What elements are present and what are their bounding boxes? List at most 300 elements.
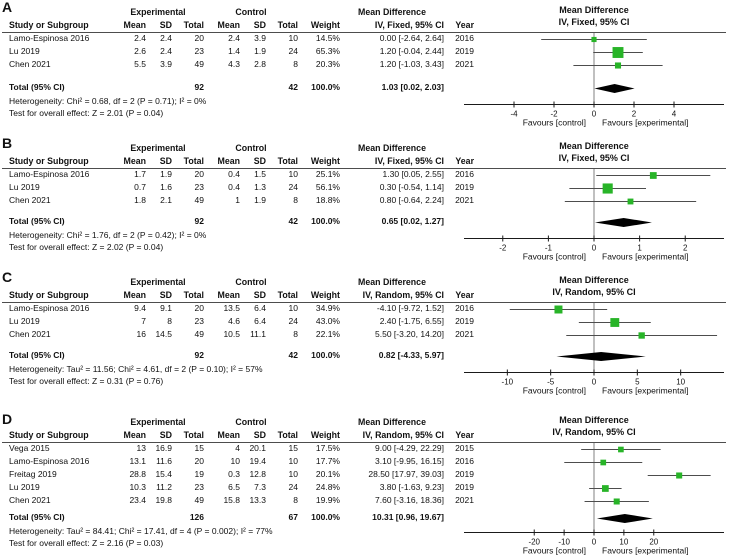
- year-column-header: Year: [455, 20, 474, 30]
- panel-B: [0, 136, 730, 270]
- heterogeneity-line: Heterogeneity: Tau² = 84.41; Chi² = 17.41, df = 4 (P = 0.002); I² = 77%: [9, 526, 273, 536]
- column-header-row: [4, 289, 474, 302]
- total-md-ci: 1.03 [0.02, 2.03]: [381, 82, 444, 92]
- md-ci-value: 9.00 [-4.29, 22.29]: [375, 443, 444, 453]
- ctl-total-value: 8: [293, 329, 298, 339]
- study-row: [4, 481, 474, 494]
- ctl-mean-header: Mean: [217, 156, 240, 166]
- exp-sd-value: 1.9: [160, 169, 172, 179]
- exp-sd-value: 14.5: [155, 329, 172, 339]
- ctl-sd-value: 7.3: [254, 482, 266, 492]
- md-ci-value: 0.30 [-0.54, 1.14]: [379, 182, 444, 192]
- exp-mean-value: 13: [136, 443, 146, 453]
- ctl-sd-header: SD: [253, 430, 266, 440]
- md-ci-value: 1.20 [-1.03, 3.43]: [379, 59, 444, 69]
- mean-difference-group-header: Mean Difference: [358, 143, 426, 153]
- ctl-mean-value: 10.5: [223, 329, 240, 339]
- md-ci-value: 5.50 [-3.20, 14.20]: [375, 329, 444, 339]
- favours-right-label: Favours [experimental]: [602, 545, 689, 556]
- md-ci-value: 7.60 [-3.16, 18.36]: [375, 495, 444, 505]
- ctl-total-value: 24: [288, 316, 298, 326]
- exp-total-value: 23: [194, 482, 204, 492]
- favours-right-label: Favours [experimental]: [602, 117, 689, 128]
- ctl-mean-value: 4: [235, 443, 240, 453]
- md-ci-value: 0.00 [-2.64, 2.64]: [379, 33, 444, 43]
- exp-sd-value: 8: [167, 316, 172, 326]
- study-column-header: Study or Subgroup: [9, 430, 89, 440]
- exp-mean-value: 13.1: [129, 456, 146, 466]
- total-exp-total: 92: [194, 82, 204, 92]
- forest-plot-D: [458, 412, 730, 556]
- exp-mean-header: Mean: [123, 290, 146, 300]
- exp-total-value: 20: [194, 169, 204, 179]
- heterogeneity-line: Heterogeneity: Chi² = 0.68, df = 2 (P = 0.71); I² = 0%: [9, 96, 207, 106]
- plot-header-line2: IV, Fixed, 95% CI: [558, 153, 630, 163]
- axis-tick-label: -2: [550, 109, 558, 119]
- stats-table: [0, 0, 474, 119]
- effect-square: [603, 183, 613, 193]
- column-header-row: [4, 155, 474, 168]
- effect-square: [610, 318, 619, 327]
- exp-mean-value: 7: [141, 316, 146, 326]
- stats-table: [0, 136, 474, 253]
- axis-tick-label: 20: [649, 537, 659, 547]
- exp-sd-value: 2.1: [160, 195, 172, 205]
- axis-tick-label: -2: [499, 243, 507, 253]
- study-row: [4, 328, 474, 341]
- study-row: [4, 315, 474, 328]
- panel-D: [0, 412, 730, 556]
- effect-square: [650, 172, 657, 179]
- year-value: 2016: [455, 456, 474, 466]
- total-row: [4, 215, 474, 228]
- md-ci-value: -4.10 [-9.72, 1.52]: [376, 303, 444, 313]
- axis-tick-label: -10: [501, 377, 514, 387]
- year-value: 2016: [455, 303, 474, 313]
- panel-C: [0, 270, 730, 412]
- study-row: [4, 455, 474, 468]
- column-header-row: [4, 19, 474, 32]
- exp-mean-value: 16: [136, 329, 146, 339]
- exp-sd-value: 19.8: [155, 495, 172, 505]
- ctl-sd-value: 13.3: [249, 495, 266, 505]
- total-exp-total: 92: [194, 350, 204, 360]
- effect-square: [613, 47, 624, 58]
- ctl-total-value: 10: [288, 456, 298, 466]
- forest-plot-A: [458, 0, 730, 136]
- effect-column-header: IV, Random, 95% CI: [362, 430, 444, 440]
- study-row: [4, 302, 474, 315]
- effect-square: [638, 332, 644, 338]
- study-column-header: Study or Subgroup: [9, 156, 89, 166]
- plot-header-line2: IV, Fixed, 95% CI: [558, 17, 630, 27]
- axis-tick-label: -20: [528, 537, 541, 547]
- year-value: 2015: [455, 443, 474, 453]
- experimental-group-header: Experimental: [130, 417, 186, 427]
- experimental-group-header: Experimental: [130, 277, 186, 287]
- year-value: 2021: [455, 495, 474, 505]
- study-name: Chen 2021: [9, 195, 51, 205]
- favours-left-label: Favours [control]: [522, 385, 586, 396]
- weight-value: 43.0%: [315, 316, 340, 326]
- study-name: Lu 2019: [9, 182, 40, 192]
- experimental-group-header: Experimental: [130, 143, 186, 153]
- panel-label: C: [2, 269, 13, 285]
- exp-mean-value: 2.4: [134, 33, 146, 43]
- ctl-sd-value: 20.1: [249, 443, 266, 453]
- year-value: 2021: [455, 59, 474, 69]
- mean-difference-group-header: Mean Difference: [358, 7, 426, 17]
- ctl-total-value: 10: [288, 169, 298, 179]
- weight-value: 24.8%: [315, 482, 340, 492]
- exp-mean-header: Mean: [123, 156, 146, 166]
- axis-tick-label: -1: [544, 243, 552, 253]
- weight-value: 56.1%: [315, 182, 340, 192]
- header-underline: [2, 32, 726, 33]
- exp-mean-header: Mean: [123, 20, 146, 30]
- header-underline: [2, 302, 726, 303]
- exp-mean-value: 5.5: [134, 59, 146, 69]
- ctl-total-header: Total: [277, 430, 298, 440]
- ctl-sd-value: 1.9: [254, 195, 266, 205]
- ctl-total-value: 8: [293, 495, 298, 505]
- total-label: Total (95% CI): [9, 216, 65, 226]
- ctl-total-value: 24: [288, 482, 298, 492]
- study-name: Lamo-Espinosa 2016: [9, 33, 90, 43]
- mean-difference-group-header: Mean Difference: [358, 277, 426, 287]
- year-value: 2019: [455, 182, 474, 192]
- plot-header-line2: IV, Random, 95% CI: [552, 287, 636, 297]
- exp-sd-value: 3.9: [160, 59, 172, 69]
- ctl-sd-value: 1.5: [254, 169, 266, 179]
- exp-mean-value: 0.7: [134, 182, 146, 192]
- effect-square: [554, 306, 562, 314]
- study-row: [4, 468, 474, 481]
- ctl-total-value: 24: [288, 182, 298, 192]
- total-md-ci: 0.65 [0.02, 1.27]: [381, 216, 444, 226]
- forest-plot-C: [458, 270, 730, 412]
- weight-value: 20.3%: [315, 59, 340, 69]
- year-value: 2019: [455, 46, 474, 56]
- total-label: Total (95% CI): [9, 82, 65, 92]
- total-ctl-total: 42: [288, 216, 298, 226]
- exp-sd-value: 2.4: [160, 33, 172, 43]
- axis-tick-label: 10: [619, 537, 629, 547]
- weight-value: 18.8%: [315, 195, 340, 205]
- exp-mean-value: 28.8: [129, 469, 146, 479]
- panel-label: B: [2, 135, 13, 151]
- total-md-ci: 10.31 [0.96, 19.67]: [372, 512, 444, 522]
- control-group-header: Control: [235, 7, 267, 17]
- exp-total-value: 49: [194, 59, 204, 69]
- stats-table: [0, 412, 474, 549]
- total-weight: 100.0%: [311, 512, 340, 522]
- effect-square: [614, 498, 620, 504]
- ctl-mean-value: 6.5: [228, 482, 240, 492]
- axis-tick-label: 2: [631, 109, 637, 119]
- total-exp-total: 92: [194, 216, 204, 226]
- summary-diamond: [597, 514, 653, 523]
- overall-effect-line: Test for overall effect: Z = 0.31 (P = 0.76): [9, 376, 164, 386]
- exp-mean-value: 23.4: [129, 495, 146, 505]
- exp-total-value: 20: [194, 33, 204, 43]
- weight-value: 22.1%: [315, 329, 340, 339]
- control-group-header: Control: [235, 143, 267, 153]
- effect-square: [676, 472, 682, 478]
- overall-effect-line: Test for overall effect: Z = 2.01 (P = 0.04): [9, 108, 164, 118]
- control-group-header: Control: [235, 417, 267, 427]
- exp-total-value: 23: [194, 182, 204, 192]
- group-header-row: [4, 276, 474, 289]
- study-row: [4, 168, 474, 181]
- overall-effect-line: Test for overall effect: Z = 2.02 (P = 0.04): [9, 242, 164, 252]
- study-name: Freitag 2019: [9, 469, 57, 479]
- ctl-mean-value: 4.3: [228, 59, 240, 69]
- ctl-mean-header: Mean: [217, 290, 240, 300]
- total-ctl-total: 42: [288, 350, 298, 360]
- exp-total-header: Total: [183, 156, 204, 166]
- exp-sd-value: 9.1: [160, 303, 172, 313]
- effect-column-header: IV, Random, 95% CI: [362, 290, 444, 300]
- favours-left-label: Favours [control]: [522, 251, 586, 262]
- total-weight: 100.0%: [311, 216, 340, 226]
- column-header-row: [4, 429, 474, 442]
- weight-value: 34.9%: [315, 303, 340, 313]
- plot-header-line1: Mean Difference: [559, 415, 629, 425]
- weight-column-header: Weight: [310, 156, 340, 166]
- exp-total-header: Total: [183, 430, 204, 440]
- weight-column-header: Weight: [310, 430, 340, 440]
- study-name: Vega 2015: [9, 443, 50, 453]
- axis-tick-label: 0: [591, 537, 597, 547]
- heterogeneity-line: Heterogeneity: Chi² = 1.76, df = 2 (P = 0.42); I² = 0%: [9, 230, 207, 240]
- exp-total-value: 23: [194, 46, 204, 56]
- study-name: Lu 2019: [9, 316, 40, 326]
- axis-tick-label: 4: [671, 109, 677, 119]
- plot-header-line1: Mean Difference: [559, 275, 629, 285]
- experimental-group-header: Experimental: [130, 7, 186, 17]
- effect-column-header: IV, Fixed, 95% CI: [374, 20, 444, 30]
- exp-sd-header: SD: [159, 20, 172, 30]
- ctl-mean-value: 15.8: [223, 495, 240, 505]
- forest-plot-B: [458, 136, 730, 270]
- weight-value: 14.5%: [315, 33, 340, 43]
- total-md-ci: 0.82 [-4.33, 5.97]: [378, 350, 444, 360]
- weight-column-header: Weight: [310, 20, 340, 30]
- total-row: [4, 81, 474, 94]
- weight-value: 17.5%: [315, 443, 340, 453]
- ctl-sd-value: 2.8: [254, 59, 266, 69]
- panel-label: D: [2, 411, 13, 427]
- total-row: [4, 511, 474, 524]
- ctl-mean-value: 0.4: [228, 182, 240, 192]
- study-row: [4, 181, 474, 194]
- ctl-mean-value: 1: [235, 195, 240, 205]
- effect-square: [600, 460, 606, 466]
- axis-tick-label: 0: [591, 377, 597, 387]
- ctl-mean-value: 2.4: [228, 33, 240, 43]
- axis-tick-label: -4: [510, 109, 518, 119]
- exp-total-value: 20: [194, 303, 204, 313]
- exp-total-value: 15: [194, 443, 204, 453]
- effect-square: [618, 447, 624, 453]
- ctl-mean-header: Mean: [217, 20, 240, 30]
- study-name: Chen 2021: [9, 59, 51, 69]
- axis-tick-label: 10: [676, 377, 686, 387]
- exp-sd-value: 1.6: [160, 182, 172, 192]
- study-name: Lu 2019: [9, 482, 40, 492]
- study-name: Chen 2021: [9, 495, 51, 505]
- exp-sd-header: SD: [159, 156, 172, 166]
- exp-total-value: 19: [194, 469, 204, 479]
- study-name: Chen 2021: [9, 329, 51, 339]
- year-column-header: Year: [455, 156, 474, 166]
- ctl-mean-value: 1.4: [228, 46, 240, 56]
- study-column-header: Study or Subgroup: [9, 290, 89, 300]
- study-row: [4, 494, 474, 507]
- md-ci-value: 1.20 [-0.04, 2.44]: [379, 46, 444, 56]
- year-value: 2016: [455, 33, 474, 43]
- header-underline: [2, 168, 726, 169]
- year-value: 2021: [455, 195, 474, 205]
- axis-tick-label: 2: [683, 243, 688, 253]
- control-group-header: Control: [235, 277, 267, 287]
- axis-tick-label: -10: [558, 537, 570, 547]
- weight-column-header: Weight: [310, 290, 340, 300]
- year-value: 2021: [455, 329, 474, 339]
- header-underline: [2, 442, 726, 443]
- axis-tick-label: 5: [635, 377, 640, 387]
- ctl-sd-value: 6.4: [254, 316, 266, 326]
- ctl-total-header: Total: [277, 156, 298, 166]
- exp-sd-value: 15.4: [155, 469, 172, 479]
- axis-tick-label: 1: [637, 243, 642, 253]
- exp-mean-value: 1.8: [134, 195, 146, 205]
- total-ctl-total: 67: [288, 512, 298, 522]
- overall-effect-line: Test for overall effect: Z = 2.16 (P = 0.03): [9, 538, 164, 548]
- study-column-header: Study or Subgroup: [9, 20, 89, 30]
- effect-square: [615, 62, 621, 68]
- exp-sd-value: 11.2: [156, 482, 172, 492]
- total-row: [4, 349, 474, 362]
- favours-right-label: Favours [experimental]: [602, 251, 689, 262]
- effect-square: [602, 485, 609, 492]
- effect-square: [591, 37, 596, 42]
- exp-total-value: 20: [194, 456, 204, 466]
- year-column-header: Year: [455, 430, 474, 440]
- md-ci-value: 3.10 [-9.95, 16.15]: [375, 456, 444, 466]
- ctl-total-value: 15: [288, 443, 298, 453]
- ctl-sd-value: 12.8: [249, 469, 266, 479]
- ctl-sd-value: 11.1: [250, 329, 266, 339]
- md-ci-value: 1.30 [0.05, 2.55]: [382, 169, 444, 179]
- favours-left-label: Favours [control]: [522, 117, 586, 128]
- study-name: Lamo-Espinosa 2016: [9, 456, 90, 466]
- ctl-mean-value: 10: [230, 456, 240, 466]
- study-row: [4, 58, 474, 71]
- axis-tick-label: 0: [591, 243, 597, 253]
- exp-mean-value: 9.4: [134, 303, 146, 313]
- total-ctl-total: 42: [288, 82, 298, 92]
- exp-total-value: 23: [194, 316, 204, 326]
- study-name: Lamo-Espinosa 2016: [9, 303, 90, 313]
- ctl-total-header: Total: [277, 20, 298, 30]
- year-value: 2019: [455, 482, 474, 492]
- group-header-row: [4, 6, 474, 19]
- favours-right-label: Favours [experimental]: [602, 385, 689, 396]
- stats-table: [0, 270, 474, 387]
- ctl-sd-value: 1.9: [254, 46, 266, 56]
- panel-label: A: [2, 0, 13, 15]
- ctl-total-value: 24: [288, 46, 298, 56]
- exp-mean-header: Mean: [123, 430, 146, 440]
- summary-diamond: [594, 84, 634, 93]
- study-name: Lu 2019: [9, 46, 40, 56]
- ctl-total-value: 10: [288, 303, 298, 313]
- exp-total-value: 49: [194, 195, 204, 205]
- exp-total-value: 49: [194, 329, 204, 339]
- exp-sd-header: SD: [159, 430, 172, 440]
- favours-left-label: Favours [control]: [522, 545, 586, 556]
- total-weight: 100.0%: [311, 82, 340, 92]
- ctl-sd-value: 3.9: [254, 33, 266, 43]
- study-name: Lamo-Espinosa 2016: [9, 169, 90, 179]
- year-value: 2019: [455, 469, 474, 479]
- plot-header-line1: Mean Difference: [559, 5, 629, 15]
- total-exp-total: 126: [189, 512, 204, 522]
- study-row: [4, 32, 474, 45]
- year-value: 2016: [455, 169, 474, 179]
- ctl-sd-header: SD: [253, 20, 266, 30]
- ctl-mean-value: 0.3: [228, 469, 240, 479]
- ctl-sd-value: 6.4: [254, 303, 266, 313]
- study-row: [4, 442, 474, 455]
- ctl-total-header: Total: [277, 290, 298, 300]
- md-ci-value: 2.40 [-1.75, 6.55]: [379, 316, 444, 326]
- total-label: Total (95% CI): [9, 512, 65, 522]
- weight-value: 25.1%: [315, 169, 340, 179]
- axis-tick-label: 0: [591, 109, 597, 119]
- ctl-total-value: 8: [293, 59, 298, 69]
- heterogeneity-line: Heterogeneity: Tau² = 11.56; Chi² = 4.61, df = 2 (P = 0.10); I² = 57%: [9, 364, 263, 374]
- plot-header-line1: Mean Difference: [559, 141, 629, 151]
- group-header-row: [4, 416, 474, 429]
- exp-sd-value: 2.4: [160, 46, 172, 56]
- exp-mean-value: 10.3: [129, 482, 146, 492]
- plot-header-line2: IV, Random, 95% CI: [552, 427, 636, 437]
- group-header-row: [4, 142, 474, 155]
- ctl-total-value: 10: [288, 469, 298, 479]
- ctl-mean-header: Mean: [217, 430, 240, 440]
- total-label: Total (95% CI): [9, 350, 65, 360]
- exp-mean-value: 2.6: [134, 46, 146, 56]
- ctl-total-value: 10: [288, 33, 298, 43]
- weight-value: 20.1%: [315, 469, 340, 479]
- effect-square: [628, 199, 634, 205]
- ctl-sd-header: SD: [253, 156, 266, 166]
- ctl-sd-value: 1.3: [254, 182, 266, 192]
- ctl-mean-value: 4.6: [228, 316, 240, 326]
- weight-value: 65.3%: [315, 46, 340, 56]
- md-ci-value: 3.80 [-1.63, 9.23]: [379, 482, 444, 492]
- exp-sd-value: 16.9: [155, 443, 172, 453]
- exp-total-header: Total: [183, 20, 204, 30]
- effect-column-header: IV, Fixed, 95% CI: [374, 156, 444, 166]
- exp-mean-value: 1.7: [134, 169, 146, 179]
- ctl-sd-value: 19.4: [249, 456, 266, 466]
- exp-sd-value: 11.6: [156, 456, 172, 466]
- study-row: [4, 194, 474, 207]
